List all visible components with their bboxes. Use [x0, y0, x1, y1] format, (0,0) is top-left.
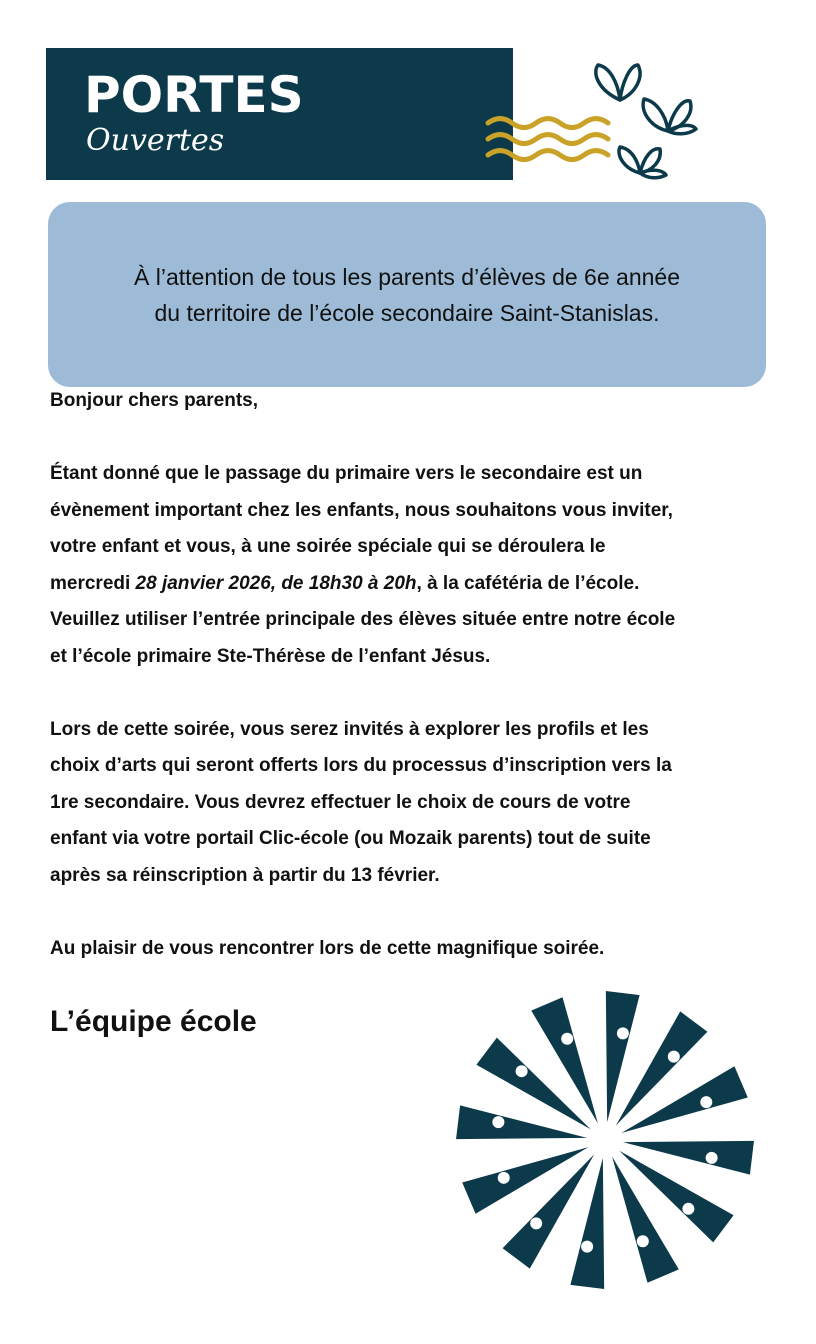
notice-line-1: À l’attention de tous les parents d’élèves de 6e année: [134, 263, 680, 290]
paragraph-line-start: mercredi: [50, 572, 136, 594]
logo-person-head: [700, 1096, 712, 1108]
paragraph-line: évènement important chez les enfants, nous souhaitons vous inviter,: [50, 499, 673, 521]
logo-person-head: [498, 1172, 510, 1184]
paragraph-line: après sa réinscription à partir du 13 février.: [50, 864, 440, 886]
paragraph-line: enfant via votre portail Clic-école (ou Mozaik parents) tout de suite: [50, 828, 651, 849]
event-date: 28 janvier 2026, de 18h30 à 20h: [135, 572, 417, 594]
paragraph-invitation: [50, 456, 770, 675]
logo-person-head: [668, 1051, 680, 1063]
paragraph-line: Lors de cette soirée, vous serez invités à explorer les profils et les: [50, 718, 649, 740]
banner-subtitle: Ouvertes: [86, 123, 225, 158]
paragraph-line: Veuillez utiliser l’entrée principale des élèves située entre notre école: [50, 609, 676, 630]
logo-person-head: [492, 1116, 504, 1128]
logo-person-head: [516, 1065, 528, 1077]
greeting: Bonjour chers parents,: [50, 390, 258, 411]
paragraph-line: et l’école primaire Ste-Thérèse de l’enfant Jésus.: [50, 645, 491, 667]
logo-person-head: [581, 1241, 593, 1253]
letter-body: [50, 383, 770, 967]
logo-person-head: [617, 1027, 629, 1039]
notice-line-2: du territoire de l’école secondaire Saint-Stanislas.: [154, 299, 660, 326]
school-people-star-logo-icon: [440, 990, 770, 1290]
notice-box: [48, 202, 766, 387]
paragraph-line: Étant donné que le passage du primaire vers le secondaire est un: [50, 463, 643, 484]
logo-person-head: [530, 1217, 542, 1229]
leaf-and-wave-decoration-icon: [480, 55, 710, 185]
paragraph-line: choix d’arts qui seront offerts lors du processus d’inscription vers la: [50, 755, 672, 776]
header-banner: [46, 48, 513, 180]
logo-person-head: [682, 1203, 694, 1215]
paragraph-line: votre enfant et vous, à une soirée spéciale qui se déroulera le: [50, 536, 606, 557]
banner-title: PORTES: [84, 66, 304, 124]
logo-person-head: [637, 1235, 649, 1247]
signoff: L’équipe école: [50, 1005, 257, 1038]
paragraph-line-end: , à la cafétéria de l’école.: [416, 572, 640, 594]
logo-person-head: [561, 1033, 573, 1045]
logo-person-head: [706, 1152, 718, 1164]
closing-line: Au plaisir de vous rencontrer lors de cette magnifique soirée.: [50, 937, 605, 959]
paragraph-line: 1re secondaire. Vous devrez effectuer le choix de cours de votre: [50, 791, 631, 813]
notice-text: [134, 259, 680, 331]
paragraph-details: [50, 712, 770, 895]
